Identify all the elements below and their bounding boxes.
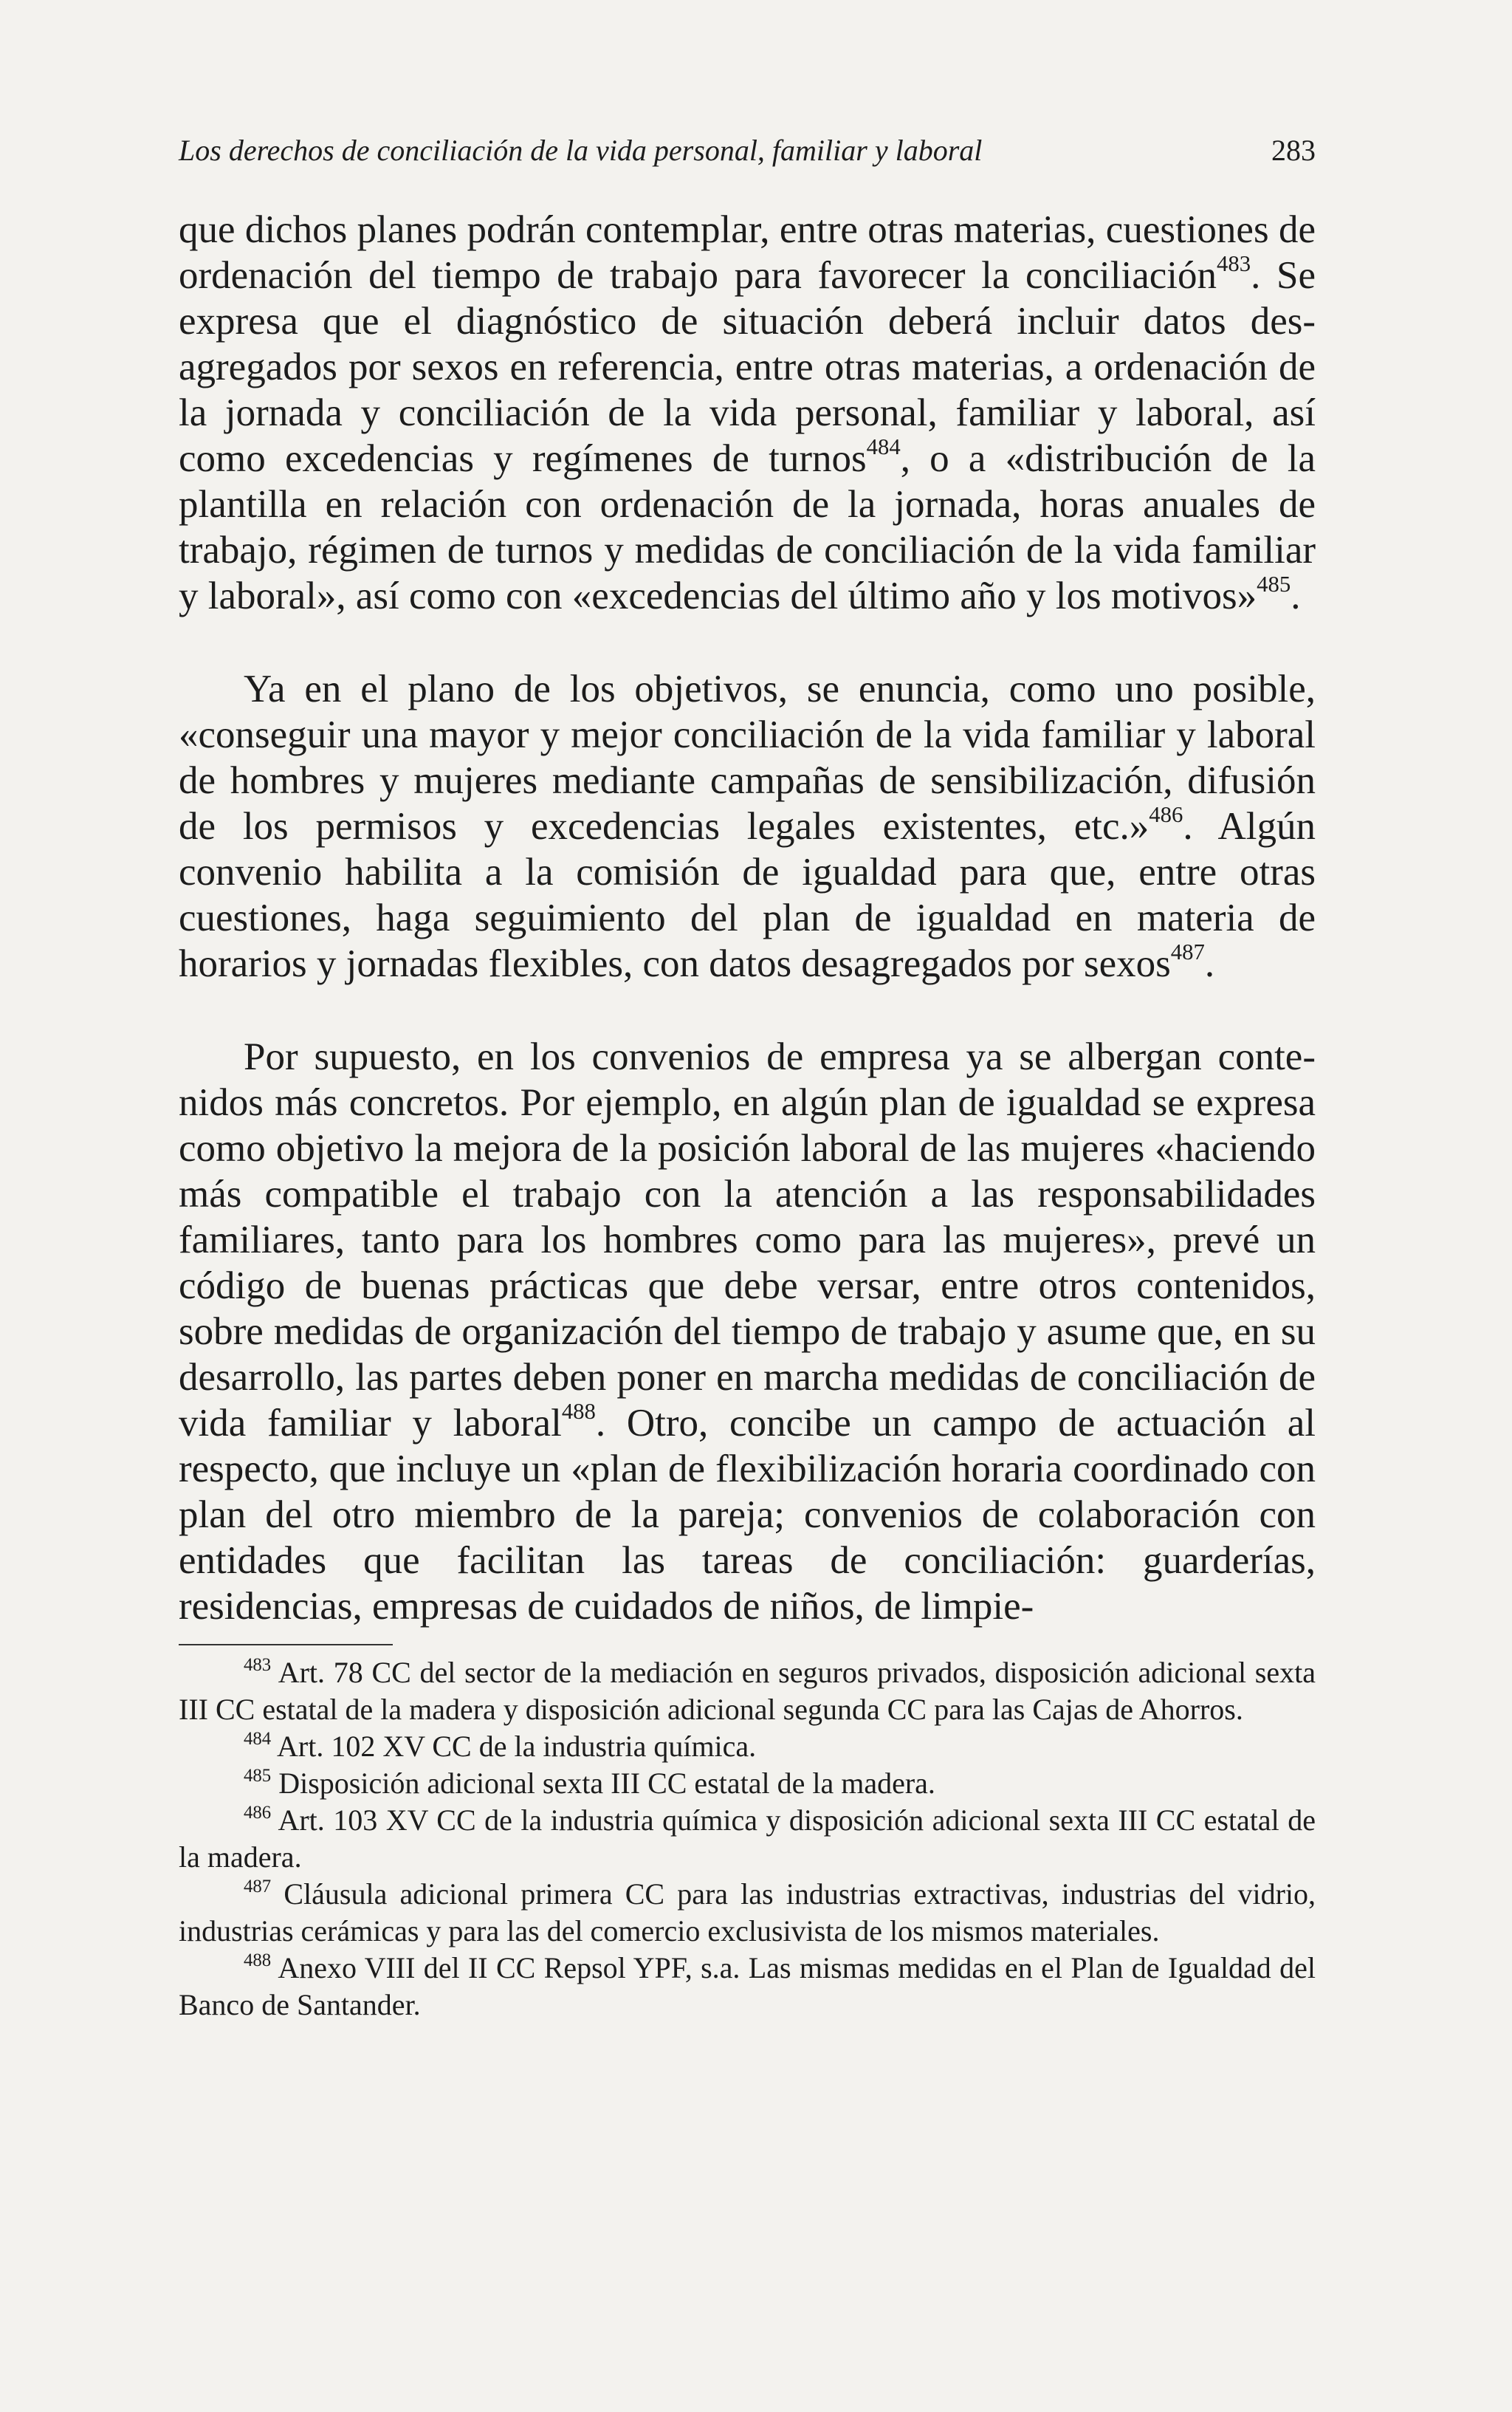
footnote-text: Art. 78 CC del sector de la mediación en seguros privados, disposición adicional sexta III CC estatal de la madera y disposición adicional segunda CC para las Cajas de Ahorros. [179,1656,1316,1726]
footnote-ref-486[interactable]: 486 [1149,801,1183,827]
footnote-number: 483 [244,1654,272,1675]
footnote-ref-487[interactable]: 487 [1170,939,1205,965]
footnote-ref-483[interactable]: 483 [1217,250,1251,276]
footnote-number: 485 [244,1765,272,1786]
paragraph-text: . [1291,575,1301,617]
running-header [179,133,1316,168]
footnotes [179,1654,1316,2024]
paragraph-text: . Algún convenio habilita a la comisión de igualdad para que, entre otras cuestiones, haga seguimiento del plan de igualdad en materia de horarios y jornadas flexibles, con datos desagregados por sexos [179,805,1316,985]
paragraph-text: . Se expresa que el diagnóstico de situación deberá incluir datos desagregados por sexos en referencia, entre otras materias, a ordenación de la jornada y conciliación de la vida personal, familiar y laboral, así como excedencias y regímenes de turnos [179,254,1316,480]
footnote-485 [179,1765,1316,1802]
paragraph-text: Por supuesto, en los convenios de empresa ya se albergan contenidos más concretos. Por ejemplo, en algún plan de igualdad se expresa como objetivo la mejora de la posición laboral de las mujeres «haciendo más compatible el trabajo con la atención a las responsabilidades familiares, tanto para los hombres como para las mujeres», prevé un código de buenas prácticas que debe versar, entre otros contenidos, sobre medidas de organización del tiempo de trabajo y asume que, en su desarrollo, las partes deben poner en marcha medidas de conciliación de vida familiar y laboral [179,1035,1316,1445]
footnote-text: Disposición adicional sexta III CC estatal de la madera. [278,1767,935,1800]
book-page [179,133,1316,2024]
footnote-488 [179,1950,1316,2024]
paragraph-2 [179,666,1316,987]
paragraph-text: que dichos planes podrán contemplar, entre otras materias, cuestiones de ordenación del tiempo de trabajo para favorecer la conciliación [179,208,1316,297]
footnote-486 [179,1802,1316,1876]
paragraph-3 [179,1034,1316,1629]
paragraph-text: Ya en el plano de los objetivos, se enuncia, como uno posible, «conseguir una mayor y mejor conciliación de la vida familiar y laboral de hombres y mujeres mediante campañas de sensibilización, difusión de los permisos y excedencias legales existentes, etc.» [179,668,1316,848]
footnote-ref-485[interactable]: 485 [1257,571,1291,597]
footnote-text: Art. 102 XV CC de la industria química. [277,1730,757,1763]
body-text [179,207,1316,1629]
footnote-484 [179,1728,1316,1765]
footnote-text: Art. 103 XV CC de la industria química y disposición adicional sexta III CC estatal de la madera. [179,1803,1316,1874]
footnote-ref-488[interactable]: 488 [561,1398,596,1424]
paragraph-text: , o a «distribución de la plantilla en relación con ordenación de la jornada, horas anuales de trabajo, régimen de turnos y medidas de conciliación de la vida familiar y laboral», así como con «excedencias del último año y los motivos» [179,437,1316,617]
footnote-number: 487 [244,1876,272,1897]
footnote-number: 488 [244,1950,272,1970]
footnote-text: Cláusula adicional primera CC para las industrias extractivas, industrias del vidrio, industrias cerámicas y para las del comercio exclusivista de los mismos materiales. [179,1877,1316,1947]
footnote-ref-484[interactable]: 484 [866,434,901,459]
footnote-number: 484 [244,1728,272,1749]
page-number: 283 [1271,134,1316,167]
paragraph-text: . Otro, concibe un campo de actuación al respecto, que incluye un «plan de flexibilización horaria coordinado con plan del otro miembro de la pareja; convenios de colaboración con entidades que facilitan las tareas de conciliación: guarderías, residencias, empresas de cuidados de niños, de limpie- [179,1402,1316,1628]
running-title: Los derechos de conciliación de la vida personal, familiar y laboral [179,134,983,167]
paragraph-1 [179,207,1316,619]
footnote-number: 486 [244,1802,272,1823]
footnote-text: Anexo VIII del II CC Repsol YPF, s.a. Las mismas medidas en el Plan de Igualdad del Banco de Santander. [179,1951,1316,2021]
footnote-483 [179,1654,1316,1728]
paragraph-text: . [1204,942,1215,985]
footnote-487 [179,1876,1316,1950]
footnote-divider [179,1644,393,1645]
